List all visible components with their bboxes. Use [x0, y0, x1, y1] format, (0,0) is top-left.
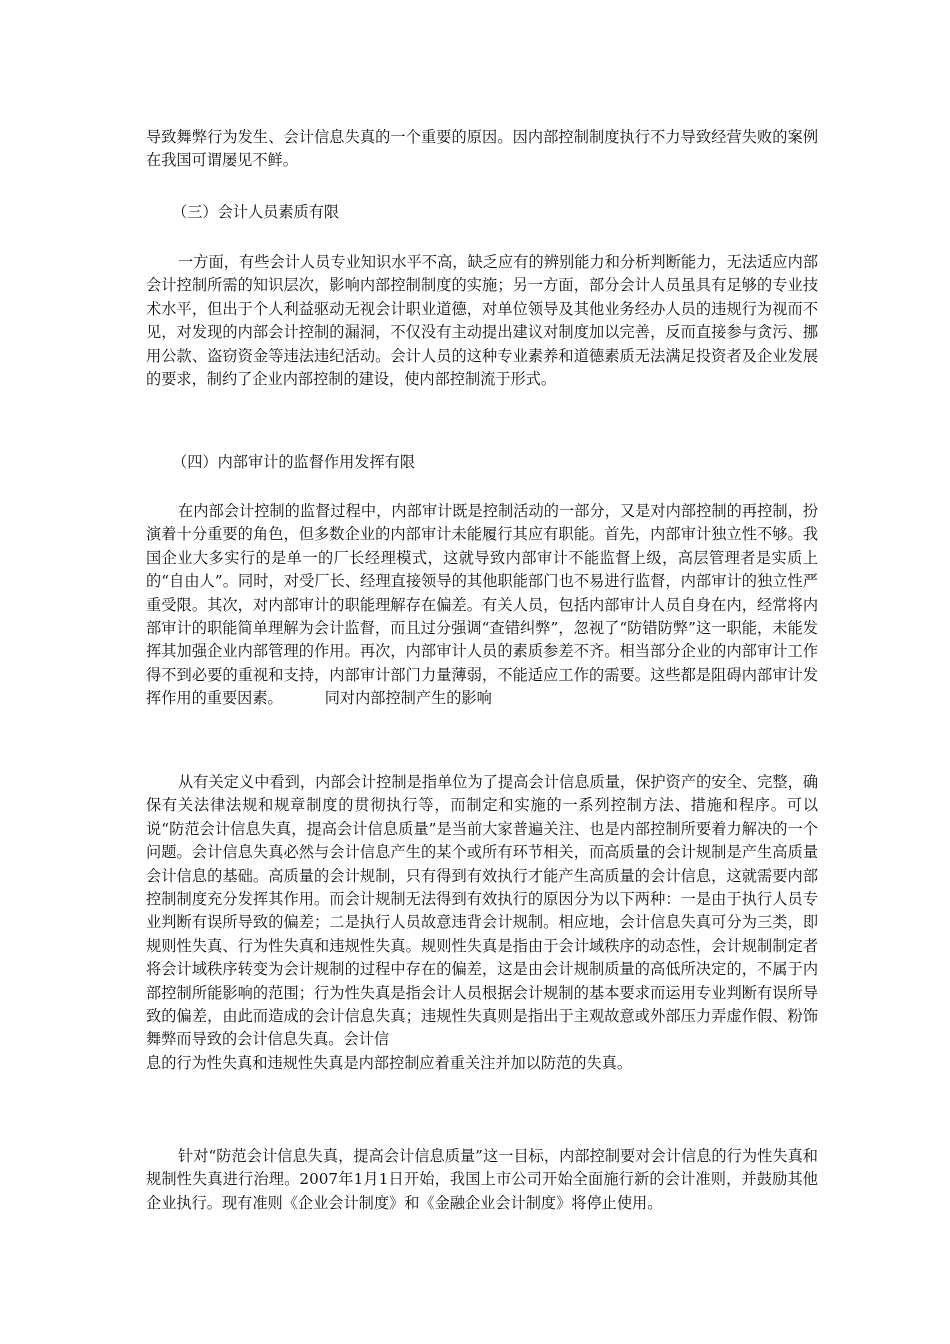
paragraph-definition-continued: 息的行为性失真和违规性失真是内部控制应着重关注并加以防范的失真。: [146, 1053, 632, 1072]
paragraph-accountant-quality: 一方面，有些会计人员专业知识水平不高，缺乏应有的辨别能力和分析判断能力，无法适应内部会计控制所需的知识层次，影响内部控制制度的实施；另一方面，部分会计人员虽具有足够的专业技术水平，但出于个人利益驱动无视会计职业道德，对单位领导及其他业务经办人员的违规行为视而不见，对发现的内部会计控制的漏洞，不仅没有主动提出建议对制度加以完善，反而直接参与贪污、挪用公款、盗窃资金等违法违纪活动。会计人员的这种专业素养和道德素质无法满足投资者及企业发展的要求，制约了企业内部控制的建设，使内部控制流于形式。: [146, 253, 818, 389]
paragraph-internal-audit-main: 在内部会计控制的监督过程中，内部审计既是控制活动的一部分，又是对内部控制的再控制，扮演着十分重要的角色，但多数企业的内部审计未能履行其应有职能。首先，内部审计独立性不够。我国企业大多实行的是单一的厂长经理模式，这就导致内部审计不能监督上级，高层管理者是实质上的“自由人”。同时，对受厂长、经理直接领导的其他职能部门也不易进行监督，内部审计的独立性严重受限。其次，对内部审计的职能理解存在偏差。有关人员，包括内部审计人员自身在内，经常将内部审计的职能简单理解为会计监督，而且过分强调“查错纠弊”，忽视了“防错防弊”这一职能，未能发挥其加强企业内部管理的作用。再次，内部审计人员的素质参差不齐。相当部分企业的内部审计工作得不到必要的重视和支持，内部审计部门力量薄弱，不能适应工作的需要。这些都是阻碍内部审计发挥作用的重要因素。: [146, 502, 818, 708]
paragraph-new-standards: 针对“防范会计信息失真，提高会计信息质量”这一目标，内部控制要对会计信息的行为性失真和规制性失真进行治理。2007年1月1日开始，我国上市公司开始全面施行新的会计准则，并鼓励其他企业执行。现有准则《企业会计制度》和《金融企业会计制度》将停止使用。: [146, 1147, 818, 1212]
section-heading-3: （三）会计人员素质有限: [172, 203, 340, 221]
paragraph-definition: 从有关定义中看到，内部会计控制是指单位为了提高会计信息质量，保护资产的安全、完整，确保有关法律法规和规章制度的贯彻执行等，而制定和实施的一系列控制方法、措施和程序。可以说“防范会计信息失真，提高会计信息质量”是当前大家普遍关注、也是内部控制所要着力解决的一个问题。会计信息失真必然与会计信息产生的某个或所有环节相关，而高质量的会计规制是产生高质量会计信息的基础。高质量的会计规制，只有得到有效执行才能产生高质量的会计信息，这就需要内部控制制度充分发挥其作用。而会计规制无法得到有效执行的原因分为以下两种：一是由于执行人员专业判断有误所导致的偏差；二是执行人员故意违背会计规制。相应地，会计信息失真可分为三类，即规则性失真、行为性失真和违规性失真。规则性失真是指由于会计域秩序的动态性，会计规制制定者将会计域秩序转变为会计规制的过程中存在的偏差，这是由会计规制质量的高低所决定的，不属于内部控制所能影响的范围；行为性失真是指会计人员根据会计规制的基本要求而运用专业判断有误所导致的偏差，由此而造成的会计信息失真；违规性失真则是指出于主观故意或外部压力弄虚作假、粉饰舞弊而导致的会计信息失真。会计信: [146, 773, 818, 1049]
paragraph-intro: 导致舞弊行为发生、会计信息失真的一个重要的原因。因内部控制制度执行不力导致经营失败的案例在我国可谓屡见不鲜。: [146, 128, 818, 170]
section-heading-4: （四）内部审计的监督作用发挥有限: [172, 453, 415, 471]
paragraph-definition-block: [146, 771, 818, 1075]
paragraph-internal-audit-tail: 同对内部控制产生的影响: [324, 689, 492, 708]
paragraph-internal-audit: [146, 500, 818, 711]
